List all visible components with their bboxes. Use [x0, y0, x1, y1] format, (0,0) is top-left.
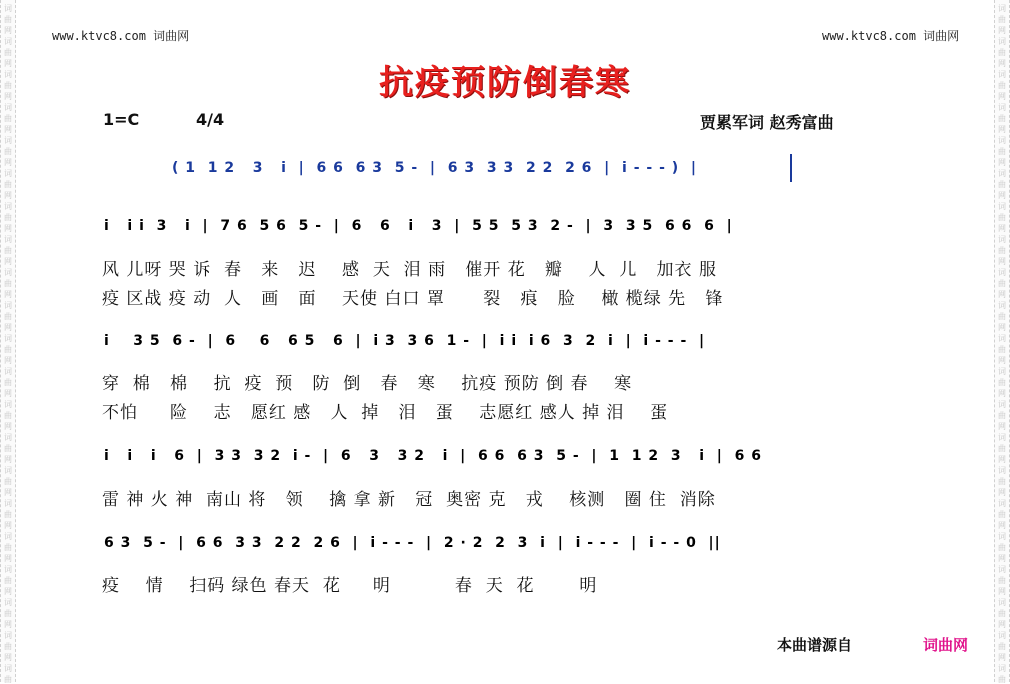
watermark-glyph: 曲 — [4, 609, 12, 618]
watermark-glyph: 网 — [4, 455, 12, 464]
watermark-glyph: 网 — [998, 158, 1006, 167]
watermark-glyph: 词 — [4, 400, 12, 409]
watermark-glyph: 曲 — [998, 114, 1006, 123]
watermark-glyph: 词 — [998, 235, 1006, 244]
watermark-glyph: 词 — [998, 169, 1006, 178]
watermark-glyph: 网 — [998, 290, 1006, 299]
watermark-glyph: 曲 — [998, 15, 1006, 24]
watermark-glyph: 词 — [4, 466, 12, 475]
watermark-glyph: 词 — [4, 268, 12, 277]
watermark-glyph: 词 — [998, 268, 1006, 277]
watermark-glyph: 网 — [998, 620, 1006, 629]
watermark-glyph: 网 — [998, 587, 1006, 596]
watermark-glyph: 网 — [998, 488, 1006, 497]
watermark-glyph: 曲 — [4, 345, 12, 354]
watermark-glyph: 网 — [4, 158, 12, 167]
watermark-glyph: 曲 — [998, 444, 1006, 453]
site-name: 词曲网 — [923, 29, 960, 43]
watermark-glyph: 词 — [998, 37, 1006, 46]
watermark-glyph: 网 — [4, 59, 12, 68]
watermark-glyph: 网 — [4, 257, 12, 266]
watermark-glyph: 词 — [4, 532, 12, 541]
watermark-glyph: 词 — [4, 169, 12, 178]
watermark-glyph: 曲 — [4, 411, 12, 420]
watermark-glyph: 曲 — [4, 48, 12, 57]
watermark-glyph: 曲 — [4, 180, 12, 189]
watermark-glyph: 曲 — [998, 312, 1006, 321]
watermark-glyph: 网 — [4, 290, 12, 299]
watermark-glyph: 网 — [4, 191, 12, 200]
watermark-glyph: 词 — [4, 301, 12, 310]
watermark-glyph: 网 — [998, 191, 1006, 200]
watermark-glyph: 词 — [998, 334, 1006, 343]
time-signature: 4/4 — [196, 110, 225, 129]
site-url: www.ktvc8.com — [822, 29, 916, 43]
watermark-glyph: 词 — [998, 103, 1006, 112]
watermark-glyph: 网 — [998, 59, 1006, 68]
watermark-glyph: 曲 — [4, 477, 12, 486]
watermark-glyph: 网 — [4, 422, 12, 431]
watermark-glyph: 词 — [4, 565, 12, 574]
watermark-glyph: 网 — [998, 257, 1006, 266]
watermark-glyph: 网 — [998, 92, 1006, 101]
watermark-glyph: 曲 — [4, 114, 12, 123]
watermark-glyph: 曲 — [4, 279, 12, 288]
watermark-glyph: 网 — [998, 554, 1006, 563]
watermark-glyph: 词 — [4, 37, 12, 46]
watermark-glyph: 曲 — [998, 81, 1006, 90]
watermark-glyph: 曲 — [998, 576, 1006, 585]
watermark-glyph: 词 — [998, 136, 1006, 145]
watermark-glyph: 词 — [4, 664, 12, 673]
watermark-glyph: 词 — [4, 598, 12, 607]
watermark-glyph: 曲 — [4, 444, 12, 453]
watermark-glyph: 词 — [998, 664, 1006, 673]
watermark-glyph: 词 — [998, 202, 1006, 211]
watermark-glyph: 网 — [4, 389, 12, 398]
watermark-glyph: 曲 — [4, 675, 12, 684]
watermark-glyph: 曲 — [998, 180, 1006, 189]
watermark-glyph: 词 — [4, 499, 12, 508]
watermark-glyph: 曲 — [4, 543, 12, 552]
song-title: 抗疫预防倒春寒 — [379, 63, 631, 103]
watermark-glyph: 词 — [998, 70, 1006, 79]
watermark-glyph: 曲 — [998, 675, 1006, 684]
watermark-glyph: 网 — [4, 554, 12, 563]
watermark-glyph: 曲 — [998, 213, 1006, 222]
watermark-glyph: 词 — [998, 565, 1006, 574]
watermark-glyph: 曲 — [998, 543, 1006, 552]
watermark-glyph: 曲 — [4, 147, 12, 156]
watermark-glyph: 网 — [4, 521, 12, 530]
watermark-glyph: 网 — [998, 356, 1006, 365]
intro-end-bar — [790, 154, 792, 182]
notation-row-1: i i i 3 i | 7 6 5 6 5 - | 6 6 i 3 | 5 5 5 3 2 - | 3 3 5 6 6 6 | — [104, 218, 733, 234]
watermark-glyph: 曲 — [998, 609, 1006, 618]
watermark-glyph: 网 — [4, 224, 12, 233]
notation-row-2: i 3 5 6 - | 6 6 6 5 6 | i 3 3 6 1 - | i i i 6 3 2 i | i - - - | — [104, 333, 706, 349]
watermark-glyph: 网 — [998, 26, 1006, 35]
watermark-glyph: 曲 — [998, 279, 1006, 288]
watermark-glyph: 词 — [998, 4, 1006, 13]
watermark-glyph: 词 — [4, 334, 12, 343]
watermark-glyph: 词 — [4, 202, 12, 211]
watermark-glyph: 词 — [4, 367, 12, 376]
watermark-glyph: 曲 — [998, 378, 1006, 387]
watermark-glyph: 网 — [4, 125, 12, 134]
watermark-glyph: 网 — [998, 521, 1006, 530]
watermark-glyph: 网 — [4, 653, 12, 662]
watermark-glyph: 网 — [4, 620, 12, 629]
intro-notation: ( 1 1 2 3 i | 6 6 6 3 5 - | 6 3 3 3 2 2 2 6 | i - - - ) | — [172, 160, 698, 176]
watermark-glyph: 曲 — [998, 48, 1006, 57]
watermark-glyph: 曲 — [4, 246, 12, 255]
watermark-glyph: 网 — [4, 26, 12, 35]
watermark-glyph: 网 — [998, 224, 1006, 233]
lyric-row-2-verse-1: 穿 棉 棉 抗 疫 预 防 倒 春 寒 抗疫 预防 倒 春 寒 — [102, 374, 633, 394]
watermark-glyph: 网 — [4, 488, 12, 497]
watermark-glyph: 词 — [998, 532, 1006, 541]
watermark-glyph: 曲 — [998, 246, 1006, 255]
watermark-glyph: 网 — [998, 125, 1006, 134]
watermark-glyph: 词 — [998, 466, 1006, 475]
watermark-glyph: 曲 — [998, 345, 1006, 354]
watermark-glyph: 网 — [4, 587, 12, 596]
watermark-glyph: 词 — [4, 103, 12, 112]
watermark-glyph: 词 — [998, 433, 1006, 442]
watermark-glyph: 网 — [4, 323, 12, 332]
credits: 贾累军词 赵秀富曲 — [700, 113, 834, 132]
lyric-row-1-verse-1: 风 儿呀 哭 诉 春 来 迟 感 天 泪 雨 催开 花 瓣 人 儿 加衣 服 — [102, 260, 717, 280]
watermark-glyph: 网 — [998, 389, 1006, 398]
watermark-glyph: 词 — [4, 70, 12, 79]
watermark-glyph: 网 — [4, 92, 12, 101]
watermark-glyph: 词 — [4, 631, 12, 640]
watermark-glyph: 网 — [998, 653, 1006, 662]
site-mark-left — [52, 27, 189, 44]
watermark-glyph: 词 — [4, 4, 12, 13]
watermark-glyph: 词 — [998, 400, 1006, 409]
site-mark-right — [822, 27, 959, 44]
watermark-glyph: 曲 — [4, 312, 12, 321]
watermark-glyph: 网 — [998, 323, 1006, 332]
watermark-glyph: 曲 — [998, 642, 1006, 651]
watermark-glyph: 曲 — [4, 378, 12, 387]
watermark-glyph: 词 — [4, 136, 12, 145]
site-url: www.ktvc8.com — [52, 29, 146, 43]
lyric-row-2-verse-2: 不怕 险 志 愿红 感 人 掉 泪 蛋 志愿红 感人 掉 泪 蛋 — [102, 403, 669, 423]
lyric-row-3: 雷 神 火 神 南山 将 领 擒 拿 新 冠 奥密 克 戎 核测 圈 住 消除 — [102, 490, 716, 510]
watermark-glyph: 词 — [998, 598, 1006, 607]
watermark-glyph: 曲 — [4, 576, 12, 585]
watermark-glyph: 曲 — [998, 477, 1006, 486]
watermark-glyph: 词 — [998, 301, 1006, 310]
watermark-glyph: 曲 — [998, 411, 1006, 420]
source-label: 本曲谱源自 — [777, 636, 853, 654]
site-name: 词曲网 — [153, 29, 190, 43]
watermark-glyph: 曲 — [998, 510, 1006, 519]
watermark-glyph: 网 — [998, 422, 1006, 431]
notation-row-4: 6 3 5 - | 6 6 3 3 2 2 2 6 | i - - - | 2 · 2 2 3 i | i - - - | i - - 0 || — [104, 535, 721, 551]
notation-row-3: i i i 6 | 3 3 3 2 i - | 6 3 3 2 i | 6 6 6 3 5 - | 1 1 2 3 i | 6 6 — [104, 448, 762, 464]
watermark-glyph: 曲 — [4, 510, 12, 519]
watermark-glyph: 曲 — [4, 642, 12, 651]
watermark-glyph: 网 — [998, 455, 1006, 464]
watermark-glyph: 曲 — [4, 81, 12, 90]
watermark-glyph: 曲 — [4, 213, 12, 222]
key-signature: 1=C — [103, 110, 140, 129]
lyric-row-4: 疫 情 扫码 绿色 春天 花 明 春 天 花 明 — [102, 576, 598, 596]
watermark-glyph: 词 — [998, 367, 1006, 376]
watermark-glyph: 曲 — [998, 147, 1006, 156]
source-brand-link[interactable]: 词曲网 — [923, 636, 969, 654]
watermark-glyph: 曲 — [4, 15, 12, 24]
watermark-glyph: 词 — [4, 433, 12, 442]
watermark-glyph: 网 — [4, 356, 12, 365]
watermark-glyph: 词 — [4, 235, 12, 244]
lyric-row-1-verse-2: 疫 区战 疫 动 人 画 面 天使 白口 罩 裂 痕 脸 橄 榄绿 先 锋 — [102, 289, 724, 309]
watermark-glyph: 词 — [998, 499, 1006, 508]
watermark-glyph: 词 — [998, 631, 1006, 640]
